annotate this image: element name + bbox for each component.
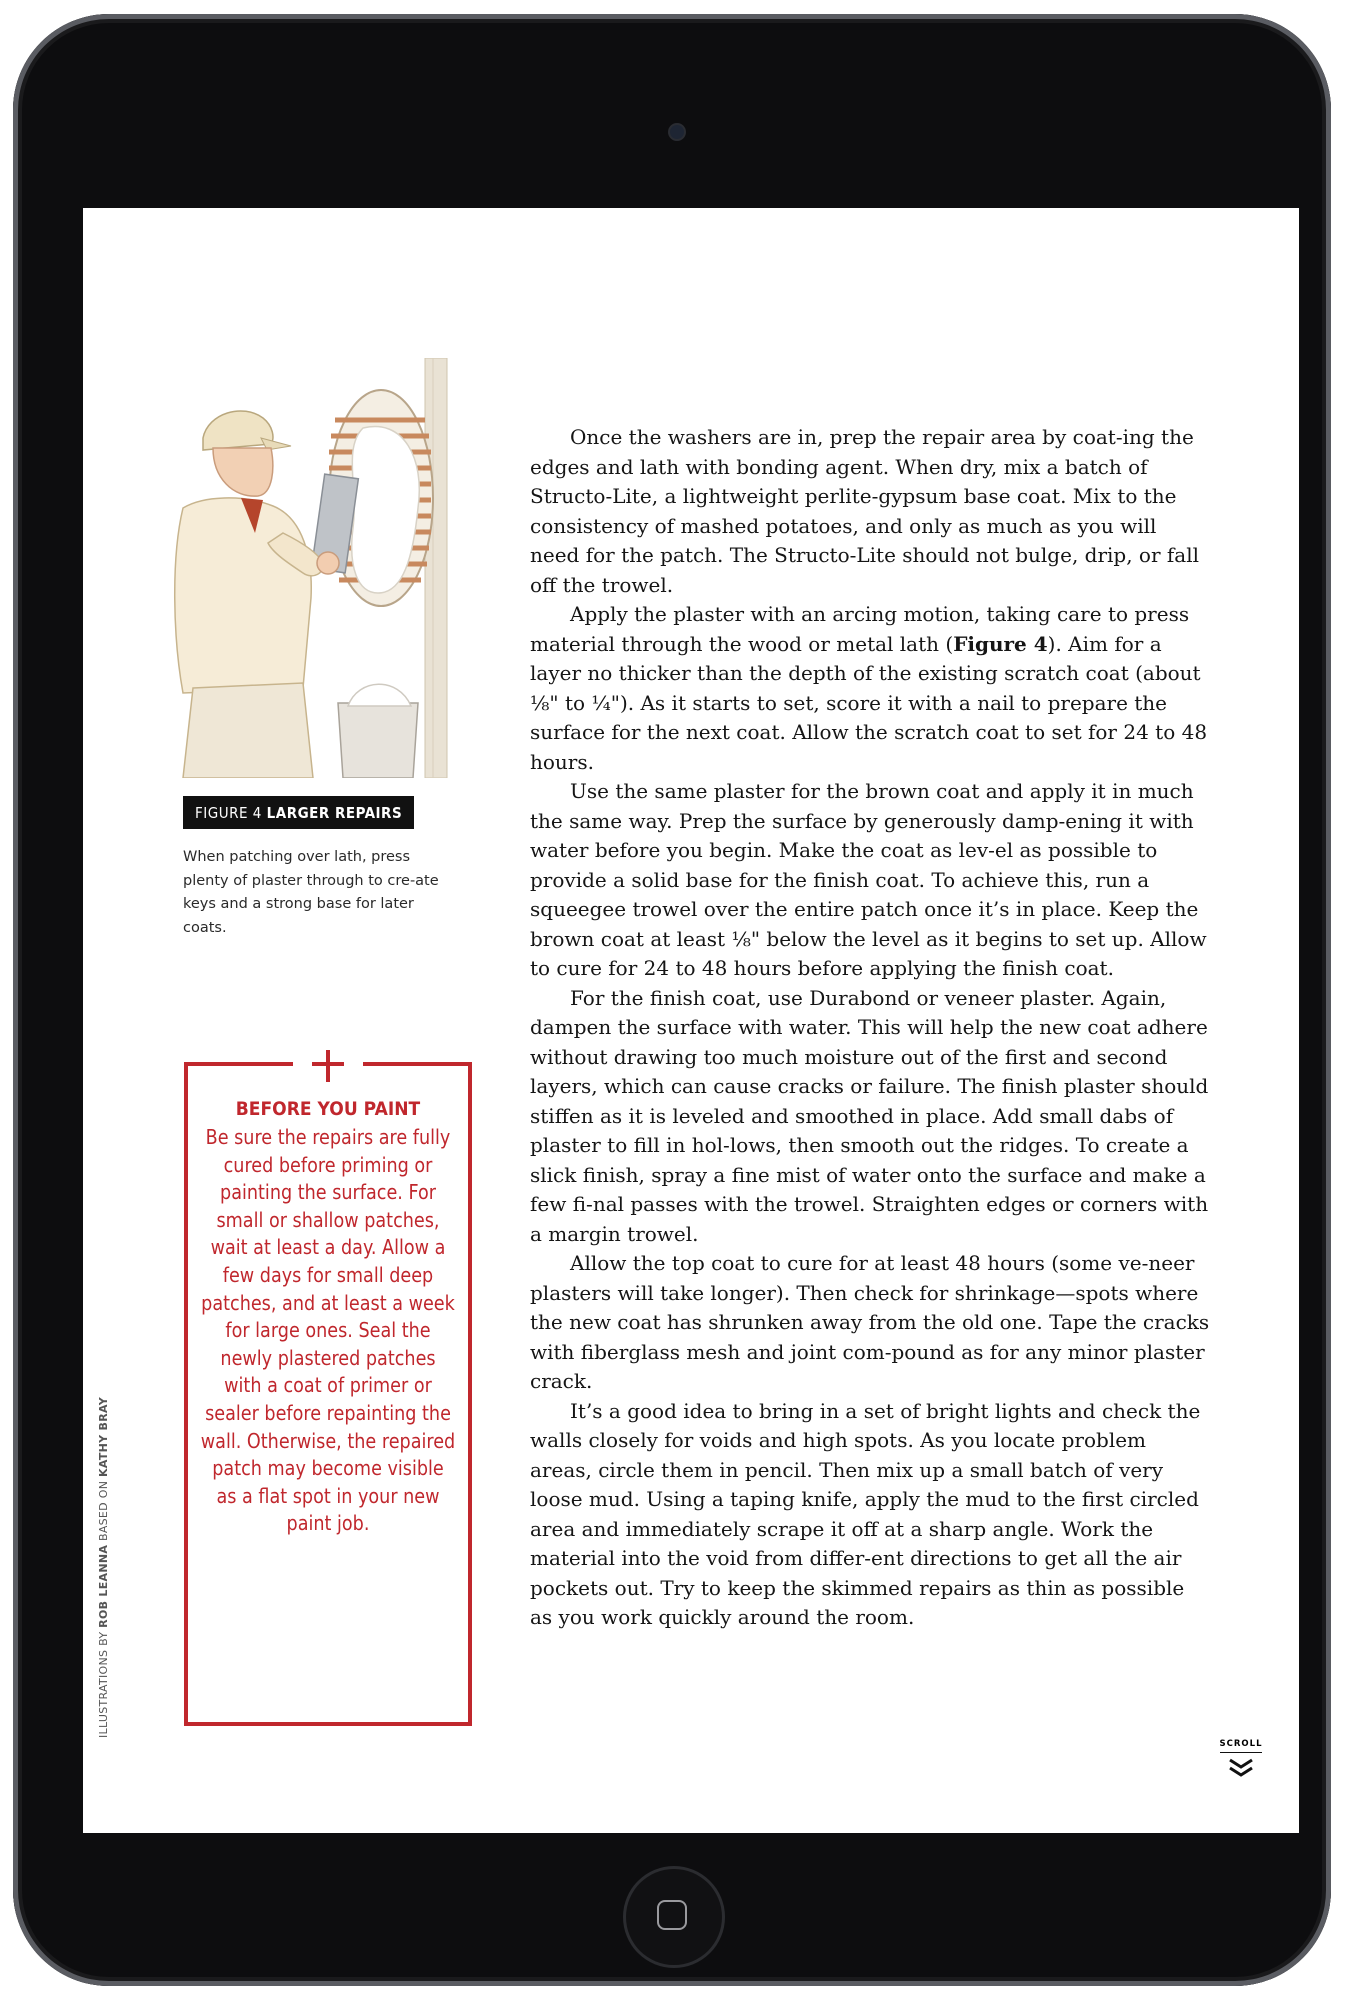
scroll-label: SCROLL [1220, 1739, 1263, 1753]
article-text: Apply the plaster with an arcing motion, taking care to press material through the wood or metal lath ( [530, 602, 1190, 656]
figure-number: FIGURE 4 [195, 804, 262, 822]
tablet-frame [13, 14, 1331, 1986]
home-button[interactable] [626, 1869, 722, 1965]
credit-author: KATHY BRAY [97, 1397, 110, 1477]
figure-title: LARGER REPAIRS [266, 804, 403, 822]
before-you-paint-sidebar [183, 1048, 473, 1728]
article-paragraph: Allow the top coat to cure for at least 48 hours (some ve-neer plasters will take longer). Then check for shrinkage—spots where the new coat has shrunken away from the old one. Tape the cracks with fiberglass mesh and joint com-pound as for any minor plaster crack. [530, 1251, 1210, 1393]
home-square-icon [657, 1900, 687, 1930]
front-camera [670, 125, 684, 139]
credit-middle: BASED ON [97, 1480, 110, 1542]
article-paragraph: Once the washers are in, prep the repair area by coat-ing the edges and lath with bonding agent. When dry, mix a batch of Structo-Lite, a lightweight perlite-gypsum base coat. Mix to the consistency of mashed potatoes, and only as much as you will need for the patch. The Structo-Lite should not bulge, drip, or fall off the trowel. [530, 425, 1200, 597]
plus-icon [312, 1050, 344, 1082]
credit-illustrator: ROB LEANNA [97, 1544, 110, 1628]
sidebar-body: Be sure the repairs are fully cured before priming or painting the surface. For small or shallow patches, wait at least a day. Allow a few days for small deep patches, and at least a week for large ones. Seal the newly plastered patches with a coat of primer or sealer before repainting the wall. Otherwise, the repaired patch may become visible as a flat spot in your new paint job. [200, 1125, 456, 1536]
article-text: ). Aim for a layer no thicker than the depth of the existing scratch coat (about ⅛" to ¼"). As it starts to set, score it with a nail to prepare the surface for the next coat. Allow the scratch coat to set for 24 to 48 hours. [530, 631, 1208, 774]
credit-prefix: ILLUSTRATIONS BY [97, 1631, 110, 1738]
article-body [530, 423, 1210, 1633]
article-paragraph: For the finish coat, use Durabond or veneer plaster. Again, dampen the surface with water. This will help the new coat adhere without drawing too much moisture out of the first and second layers, which can cause cracks or failure. The finish plaster should stiffen as it is leveled and smoothed in place. Add small dabs of plaster to fill in hol-lows, then smooth out the ridges. To create a slick finish, spray a fine mist of water onto the surface and make a few fi-nal passes with the trowel. Straighten edges or corners with a margin trowel. [530, 985, 1209, 1246]
illustration-credit [97, 1397, 110, 1738]
scroll-indicator[interactable] [1216, 1731, 1266, 1779]
magazine-page[interactable] [83, 208, 1299, 1833]
figure-caption: When patching over lath, press plenty of plaster through to cre-ate keys and a strong base for later coats. [183, 849, 439, 936]
sidebar-content [201, 1098, 455, 1538]
article-paragraph: It’s a good idea to bring in a set of bright lights and check the walls closely for voids and high spots. As you locate problem areas, circle them in pencil. Then mix up a small batch of very loose mud. Using a taping knife, apply the mud to the first circled area and immediately scrape it off at a sharp angle. Work the material into the void from differ-ent directions to get all the air pockets out. Try to keep the skimmed repairs as thin as possible as you work quickly around the room. [530, 1398, 1201, 1629]
sidebar-title: BEFORE YOU PAINT [235, 1098, 421, 1120]
double-chevron-down-icon [1226, 1757, 1256, 1779]
figure-label [183, 796, 414, 829]
figure-reference: Figure 4 [953, 631, 1048, 656]
plastering-illustration [163, 358, 453, 778]
article-paragraph: Use the same plaster for the brown coat and apply it in much the same way. Prep the surface by generously damp-ening it with water before you begin. Make the coat as lev-el as possible to provide a solid base for the finish coat. To achieve this, run a squeegee trowel over the entire patch once it’s in place. Keep the brown coat at least ⅛" below the level as it begins to set up. Allow to cure for 24 to 48 hours before applying the finish coat. [530, 779, 1207, 980]
article-paragraph [530, 600, 1210, 777]
